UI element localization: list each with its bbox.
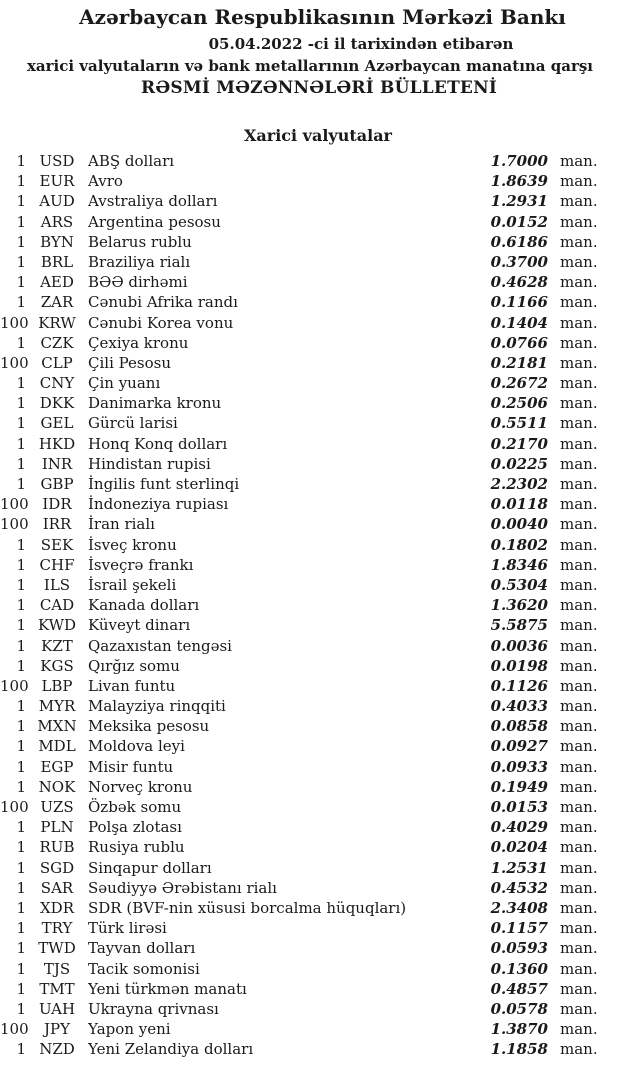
table-row [0, 535, 620, 555]
row-currency-name: ABŞ dolları [88, 152, 175, 170]
row-rate-value: 0.1802 [490, 535, 548, 554]
row-currency-code: IDR [42, 495, 72, 514]
row-rate-value: 0.5511 [490, 414, 548, 433]
row-rate-value: 0.0593 [490, 939, 548, 958]
row-currency-code: AED [40, 273, 74, 292]
row-currency-code: KWD [37, 616, 77, 635]
row-rate-value: 0.3700 [490, 252, 548, 271]
row-rate-value: 0.0927 [490, 737, 548, 756]
row-currency-name: Danimarka kronu [88, 394, 222, 413]
row-rate-value: 0.1166 [490, 293, 548, 312]
table-row [0, 353, 620, 373]
row-currency-code: EGP [40, 757, 74, 776]
row-currency-code: SGD [39, 858, 75, 877]
row-unit-label: man. [560, 515, 598, 534]
row-rate-value: 0.0933 [490, 757, 548, 776]
row-quantity: 100 [0, 495, 29, 514]
row-quantity: 1 [16, 596, 26, 615]
row-quantity: 100 [0, 1020, 29, 1039]
row-currency-name: İsveçrə frankı [88, 555, 194, 574]
row-currency-name: Malayziya rinqqiti [88, 697, 226, 716]
row-unit-label: man. [560, 757, 598, 776]
row-currency-name: Çexiya kronu [88, 333, 189, 352]
row-currency-code: HKD [38, 434, 76, 453]
row-currency-code: NZD [39, 1040, 75, 1059]
row-quantity: 1 [16, 717, 26, 736]
row-rate-value: 0.0198 [490, 656, 548, 675]
bulletin-title: RƏSMİ MƏZƏNNƏLƏRİ BÜLLETENİ [141, 78, 497, 98]
row-rate-value: 0.2672 [490, 374, 548, 393]
row-rate-value: 0.0153 [490, 798, 548, 816]
row-quantity: 1 [16, 919, 26, 938]
row-currency-code: NOK [38, 777, 76, 796]
row-quantity: 1 [16, 838, 26, 857]
row-currency-name: Norveç kronu [88, 777, 193, 796]
row-unit-label: man. [560, 555, 598, 574]
table-row [0, 878, 620, 898]
table-row [0, 817, 620, 837]
row-currency-code: PLN [40, 818, 74, 837]
row-currency-code: RUB [39, 838, 75, 857]
row-rate-value: 1.8639 [490, 172, 548, 191]
row-rate-value: 0.0578 [490, 999, 548, 1018]
row-currency-name: Tacik somonisi [88, 959, 200, 978]
row-quantity: 1 [16, 475, 26, 493]
row-quantity: 1 [16, 273, 26, 292]
row-unit-label: man. [560, 999, 598, 1018]
row-quantity: 1 [16, 333, 26, 352]
row-unit-label: man. [560, 495, 598, 514]
row-unit-label: man. [560, 717, 598, 736]
row-currency-name: Avstraliya dolları [88, 192, 218, 211]
row-currency-name: Hindistan rupisi [88, 454, 211, 473]
row-rate-value: 0.4033 [490, 697, 548, 716]
row-unit-label: man. [560, 898, 598, 917]
row-currency-code: MXN [37, 717, 77, 736]
table-row [0, 757, 620, 777]
row-currency-code: UAH [38, 999, 76, 1018]
row-currency-name: Türk lirəsi [88, 919, 167, 938]
row-unit-label: man. [560, 152, 598, 170]
row-unit-label: man. [560, 252, 598, 271]
row-currency-code: ARS [40, 212, 74, 231]
row-currency-code: BRL [40, 252, 74, 271]
row-rate-value: 0.0118 [490, 495, 548, 514]
table-row [0, 151, 620, 171]
row-currency-code: KGS [40, 656, 74, 675]
row-rate-value: 2.3408 [490, 898, 548, 917]
row-currency-name: Braziliya rialı [88, 252, 191, 271]
row-quantity: 1 [16, 454, 26, 473]
row-currency-code: CHF [39, 555, 75, 574]
row-quantity: 1 [16, 898, 26, 917]
row-quantity: 1 [16, 636, 26, 655]
row-unit-label: man. [560, 616, 598, 635]
row-rate-value: 0.6186 [490, 232, 548, 251]
row-unit-label: man. [560, 697, 598, 716]
row-currency-name: Yeni türkmən manatı [88, 979, 247, 998]
row-rate-value: 2.2302 [490, 475, 548, 493]
row-currency-name: Qırğız somu [88, 656, 180, 675]
row-unit-label: man. [560, 656, 598, 675]
row-currency-name: İsveç kronu [88, 535, 177, 554]
row-quantity: 1 [16, 192, 26, 211]
row-quantity: 1 [16, 656, 26, 675]
row-currency-name: Avro [88, 172, 123, 191]
row-unit-label: man. [560, 575, 598, 594]
table-row [0, 413, 620, 433]
table-row [0, 938, 620, 958]
row-currency-name: Misir funtu [88, 757, 174, 776]
row-rate-value: 0.0766 [490, 333, 548, 352]
effective-date-line: 05.04.2022 -ci il tarixindən etibarən [208, 35, 514, 53]
table-row [0, 333, 620, 353]
table-row [0, 1039, 620, 1059]
row-quantity: 100 [0, 798, 29, 816]
row-unit-label: man. [560, 212, 598, 231]
row-currency-name: Sinqapur dolları [88, 858, 212, 877]
row-quantity: 1 [16, 152, 26, 170]
row-currency-code: MYR [38, 697, 76, 716]
table-row [0, 232, 620, 252]
row-currency-code: TMT [39, 979, 75, 998]
row-quantity: 1 [16, 172, 26, 191]
row-quantity: 1 [16, 858, 26, 877]
row-rate-value: 0.0204 [490, 838, 548, 857]
row-currency-code: CAD [39, 596, 75, 615]
row-unit-label: man. [560, 596, 598, 615]
table-row [0, 736, 620, 756]
table-row [0, 555, 620, 575]
row-quantity: 100 [0, 676, 29, 695]
row-quantity: 1 [16, 293, 26, 312]
table-row [0, 292, 620, 312]
table-row [0, 212, 620, 232]
table-row [0, 595, 620, 615]
row-unit-label: man. [560, 414, 598, 433]
row-currency-name: Özbək somu [88, 798, 182, 816]
table-row [0, 474, 620, 494]
row-currency-code: GBP [40, 475, 74, 493]
row-currency-name: Səudiyyə Ərəbistanı rialı [88, 878, 277, 897]
row-currency-code: GEL [40, 414, 74, 433]
row-rate-value: 1.2931 [490, 192, 548, 211]
row-unit-label: man. [560, 676, 598, 695]
row-quantity: 1 [16, 394, 26, 413]
row-currency-name: Yeni Zelandiya dolları [88, 1040, 254, 1059]
row-currency-name: Honq Konq dolları [88, 434, 228, 453]
table-row [0, 615, 620, 635]
row-currency-code: SAR [40, 878, 74, 897]
row-quantity: 1 [16, 818, 26, 837]
row-currency-code: SEK [40, 535, 74, 554]
row-unit-label: man. [560, 353, 598, 372]
row-currency-name: Qazaxıstan tengəsi [88, 636, 232, 655]
row-quantity: 1 [16, 959, 26, 978]
row-rate-value: 0.1949 [490, 777, 548, 796]
row-currency-code: BYN [40, 232, 74, 251]
row-currency-name: Argentina pesosu [88, 212, 221, 231]
row-unit-label: man. [560, 434, 598, 453]
row-currency-code: LBP [41, 676, 73, 695]
row-currency-name: İsrail şekeli [88, 575, 177, 594]
row-currency-code: CNY [39, 374, 75, 393]
row-unit-label: man. [560, 939, 598, 958]
row-currency-code: AUD [39, 192, 75, 211]
table-row [0, 454, 620, 474]
row-currency-code: INR [41, 454, 73, 473]
table-row [0, 696, 620, 716]
row-currency-name: İran rialı [88, 515, 155, 534]
row-rate-value: 0.4628 [490, 273, 548, 292]
row-currency-code: KZT [41, 636, 73, 655]
row-unit-label: man. [560, 737, 598, 756]
row-quantity: 1 [16, 434, 26, 453]
row-currency-code: JPY [43, 1020, 70, 1039]
row-currency-code: KRW [38, 313, 76, 332]
row-unit-label: man. [560, 979, 598, 998]
row-rate-value: 0.2181 [490, 353, 548, 372]
row-rate-value: 0.4857 [490, 979, 548, 998]
row-currency-name: Livan funtu [88, 676, 176, 695]
row-quantity: 1 [16, 878, 26, 897]
table-row [0, 898, 620, 918]
row-quantity: 1 [16, 999, 26, 1018]
row-currency-name: SDR (BVF-nin xüsusi borcalma hüquqları) [88, 898, 407, 917]
table-row [0, 656, 620, 676]
table-row [0, 918, 620, 938]
table-row [0, 191, 620, 211]
row-unit-label: man. [560, 959, 598, 978]
row-unit-label: man. [560, 818, 598, 837]
row-unit-label: man. [560, 374, 598, 393]
row-currency-code: CLP [41, 353, 73, 372]
row-unit-label: man. [560, 798, 598, 816]
row-unit-label: man. [560, 878, 598, 897]
row-quantity: 1 [16, 374, 26, 393]
table-row [0, 716, 620, 736]
row-rate-value: 1.1858 [490, 1040, 548, 1059]
row-currency-code: USD [39, 152, 75, 170]
row-rate-value: 0.1157 [490, 919, 548, 938]
row-currency-code: DKK [39, 394, 75, 413]
table-row [0, 797, 620, 817]
row-rate-value: 1.7000 [490, 152, 548, 170]
row-currency-name: Moldova leyi [88, 737, 185, 756]
table-row [0, 999, 620, 1019]
row-quantity: 1 [16, 939, 26, 958]
row-quantity: 1 [16, 979, 26, 998]
row-unit-label: man. [560, 232, 598, 251]
row-currency-name: İngilis funt sterlinqi [88, 475, 240, 493]
row-currency-name: Cənubi Korea vonu [88, 313, 234, 332]
table-row [0, 575, 620, 595]
row-rate-value: 0.0858 [490, 717, 548, 736]
row-unit-label: man. [560, 1040, 598, 1059]
row-currency-code: TWD [38, 939, 76, 958]
row-rate-value: 0.0152 [490, 212, 548, 231]
row-quantity: 1 [16, 737, 26, 756]
row-quantity: 1 [16, 212, 26, 231]
row-unit-label: man. [560, 192, 598, 211]
row-rate-value: 0.1126 [490, 676, 548, 695]
table-row [0, 171, 620, 191]
row-unit-label: man. [560, 919, 598, 938]
row-rate-value: 0.4532 [490, 878, 548, 897]
row-currency-name: Gürcü larisi [88, 414, 178, 433]
row-currency-name: Meksika pesosu [88, 717, 210, 736]
row-quantity: 1 [16, 232, 26, 251]
row-quantity: 100 [0, 353, 29, 372]
row-unit-label: man. [560, 273, 598, 292]
table-row [0, 636, 620, 656]
row-rate-value: 0.2506 [490, 394, 548, 413]
row-currency-name: Cənubi Afrika randı [88, 293, 238, 312]
row-currency-name: Yapon yeni [88, 1020, 171, 1039]
row-quantity: 1 [16, 777, 26, 796]
row-currency-code: UZS [40, 798, 74, 816]
table-row [0, 393, 620, 413]
row-unit-label: man. [560, 636, 598, 655]
row-currency-name: Rusiya rublu [88, 838, 185, 857]
rates-table [0, 151, 620, 1059]
row-rate-value: 0.5304 [490, 575, 548, 594]
row-quantity: 1 [16, 555, 26, 574]
row-rate-value: 0.2170 [490, 434, 548, 453]
row-quantity: 1 [16, 535, 26, 554]
row-currency-code: IRR [42, 515, 72, 534]
row-quantity: 100 [0, 515, 29, 534]
row-rate-value: 0.1360 [490, 959, 548, 978]
table-row [0, 373, 620, 393]
row-currency-code: TJS [43, 959, 71, 978]
row-rate-value: 0.4029 [490, 818, 548, 837]
row-quantity: 100 [0, 313, 29, 332]
row-rate-value: 5.5875 [490, 616, 548, 635]
table-row [0, 1019, 620, 1039]
table-row [0, 979, 620, 999]
table-row [0, 494, 620, 514]
row-currency-name: Çili Pesosu [88, 353, 172, 372]
row-currency-name: Tayvan dolları [88, 939, 196, 958]
row-rate-value: 1.3620 [490, 596, 548, 615]
table-row [0, 272, 620, 292]
table-row [0, 434, 620, 454]
row-currency-code: EUR [39, 172, 75, 191]
row-unit-label: man. [560, 333, 598, 352]
row-unit-label: man. [560, 293, 598, 312]
row-rate-value: 1.3870 [490, 1020, 548, 1039]
row-unit-label: man. [560, 838, 598, 857]
subtitle-line: xarici valyutaların və bank metallarının Azərbaycan manatına qarşı [26, 57, 594, 75]
bank-name: Azərbaycan Respublikasının Mərkəzi Bankı [79, 5, 566, 29]
row-currency-code: ILS [43, 575, 71, 594]
table-row [0, 313, 620, 333]
row-currency-code: CZK [40, 333, 74, 352]
row-rate-value: 1.8346 [490, 555, 548, 574]
row-unit-label: man. [560, 858, 598, 877]
row-currency-name: Ukrayna qrivnası [88, 999, 219, 1018]
row-currency-name: Çin yuanı [88, 374, 161, 393]
row-currency-code: MDL [38, 737, 76, 756]
row-currency-code: TRY [41, 919, 73, 938]
row-unit-label: man. [560, 394, 598, 413]
row-quantity: 1 [16, 1040, 26, 1059]
row-unit-label: man. [560, 454, 598, 473]
table-row [0, 858, 620, 878]
row-quantity: 1 [16, 252, 26, 271]
row-quantity: 1 [16, 757, 26, 776]
table-row [0, 676, 620, 696]
row-unit-label: man. [560, 1020, 598, 1039]
row-unit-label: man. [560, 313, 598, 332]
table-row [0, 777, 620, 797]
table-row [0, 959, 620, 979]
row-currency-name: Polşa zlotası [88, 818, 182, 837]
row-currency-code: ZAR [40, 293, 74, 312]
row-currency-code: XDR [40, 898, 74, 917]
row-unit-label: man. [560, 172, 598, 191]
table-row [0, 837, 620, 857]
table-row [0, 252, 620, 272]
row-quantity: 1 [16, 697, 26, 716]
table-row [0, 514, 620, 534]
row-unit-label: man. [560, 535, 598, 554]
row-rate-value: 0.0225 [490, 454, 548, 473]
row-currency-name: BƏƏ dirhəmi [88, 273, 188, 292]
row-currency-name: İndoneziya rupiası [88, 495, 229, 514]
row-quantity: 1 [16, 575, 26, 594]
section-title: Xarici valyutalar [244, 126, 392, 145]
row-unit-label: man. [560, 475, 598, 493]
row-currency-name: Kanada dolları [88, 596, 200, 615]
row-currency-name: Belarus rublu [88, 232, 192, 251]
row-quantity: 1 [16, 414, 26, 433]
row-rate-value: 0.0036 [490, 636, 548, 655]
row-quantity: 1 [16, 616, 26, 635]
row-currency-name: Küveyt dinarı [88, 616, 191, 635]
row-rate-value: 1.2531 [490, 858, 548, 877]
row-rate-value: 0.1404 [490, 313, 548, 332]
row-rate-value: 0.0040 [490, 515, 548, 534]
row-unit-label: man. [560, 777, 598, 796]
